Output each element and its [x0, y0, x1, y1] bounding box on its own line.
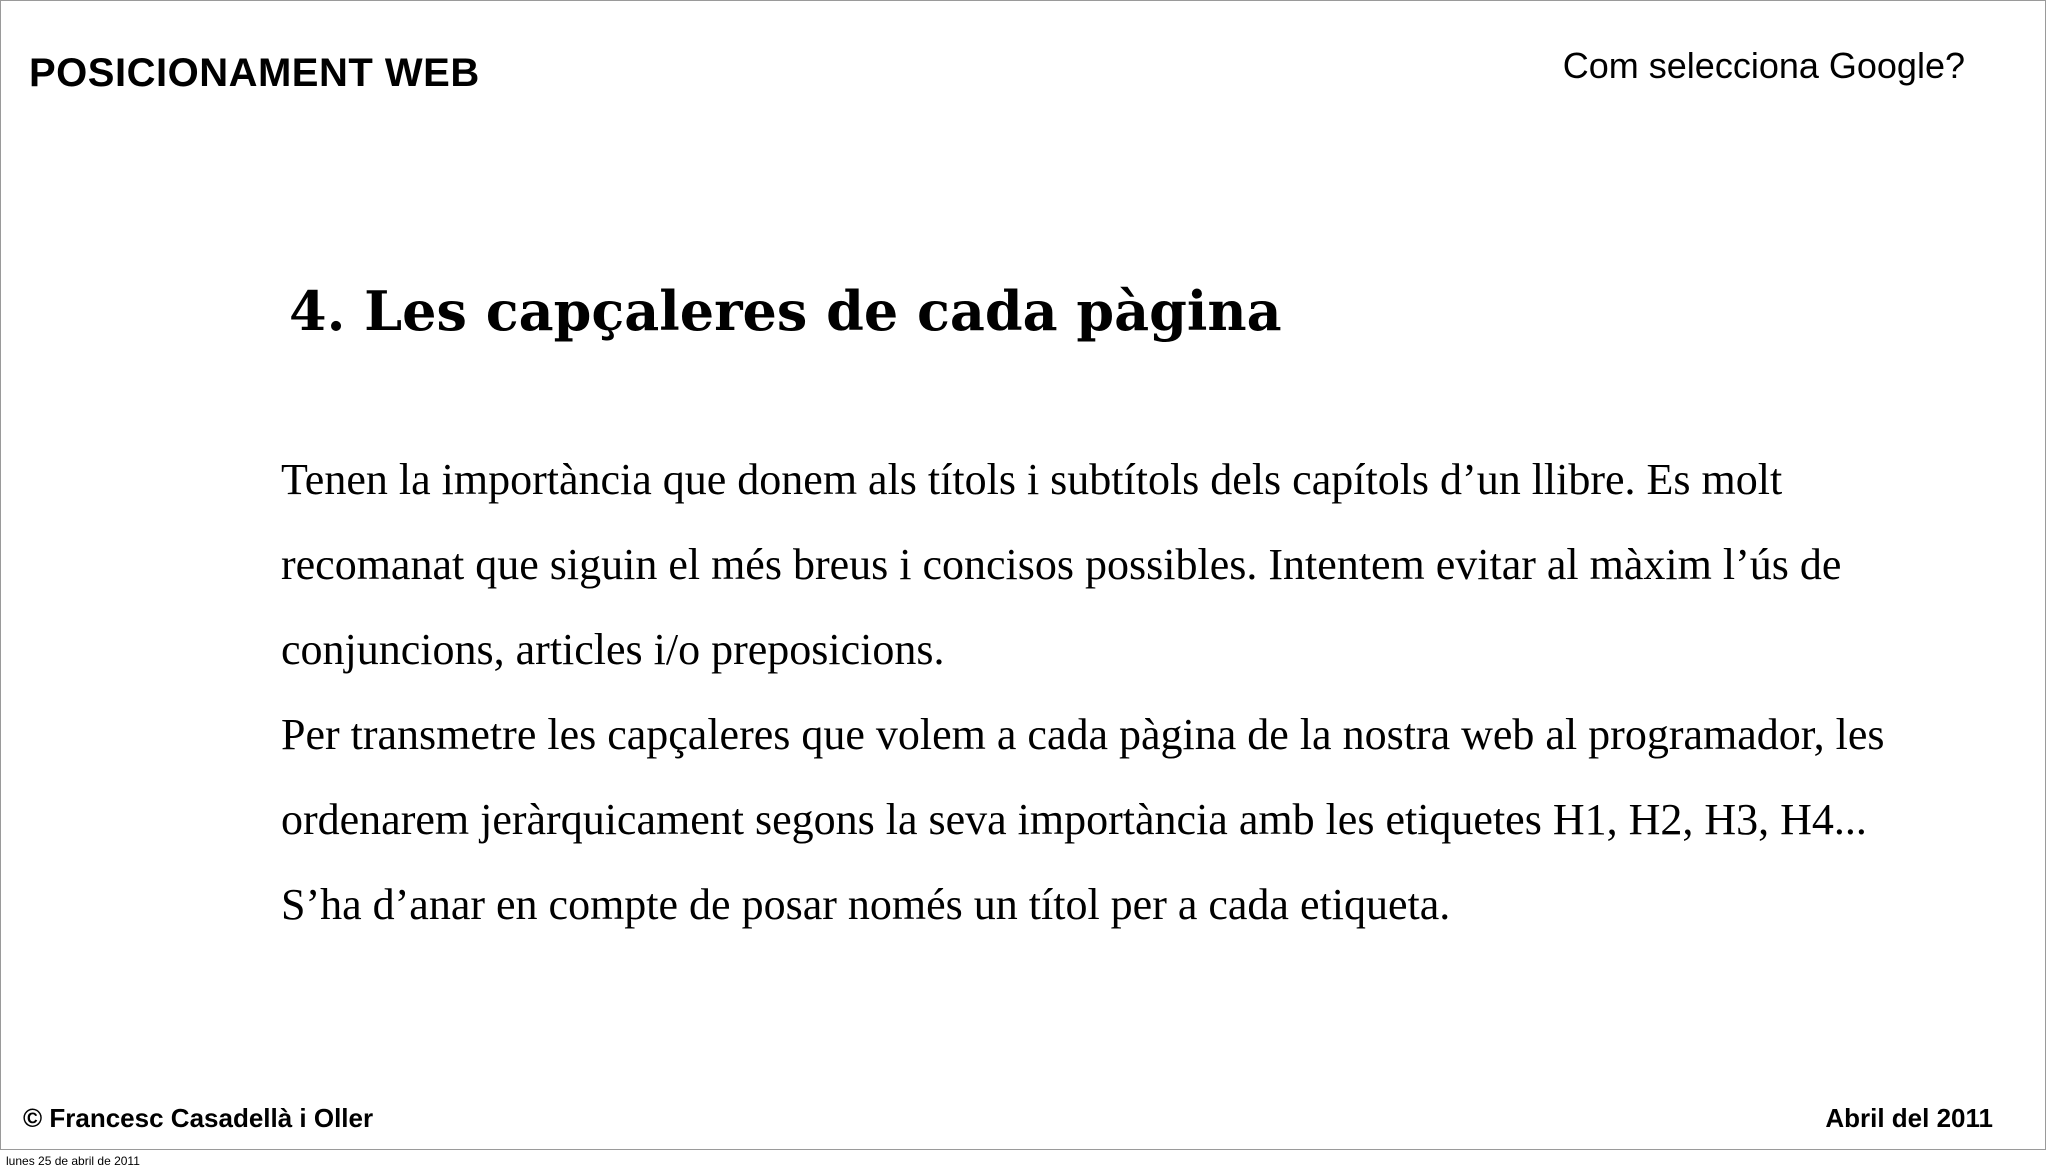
- footer-author: © Francesc Casadellà i Oller: [23, 1103, 374, 1133]
- date-stamp: lunes 25 de abril de 2011: [6, 1154, 140, 1168]
- section-title: 4. Les capçaleres de cada pàgina: [289, 279, 1282, 343]
- footer-date: Abril del 2011: [1825, 1103, 1993, 1133]
- body-paragraph-1: Tenen la importància que donem als títols i subtítols dels capítols d’un llibre. Es molt recomanat que siguin el més breus i concisos possibles. Intentem evitar al màxim l’ús de conjuncions, articles i/o preposicions.: [281, 455, 1842, 674]
- body-text: [281, 437, 1921, 947]
- body-paragraph-2: Per transmetre les capçaleres que volem a cada pàgina de la nostra web al programador, les ordenarem jeràrquicament segons la seva importància amb les etiquetes H1, H2, H3, H4... S’ha d’anar en compte de posar només un títol per a cada etiqueta.: [281, 710, 1885, 929]
- header-title: POSICIONAMENT WEB: [29, 51, 480, 95]
- header-subtitle: Com selecciona Google?: [1562, 45, 1965, 86]
